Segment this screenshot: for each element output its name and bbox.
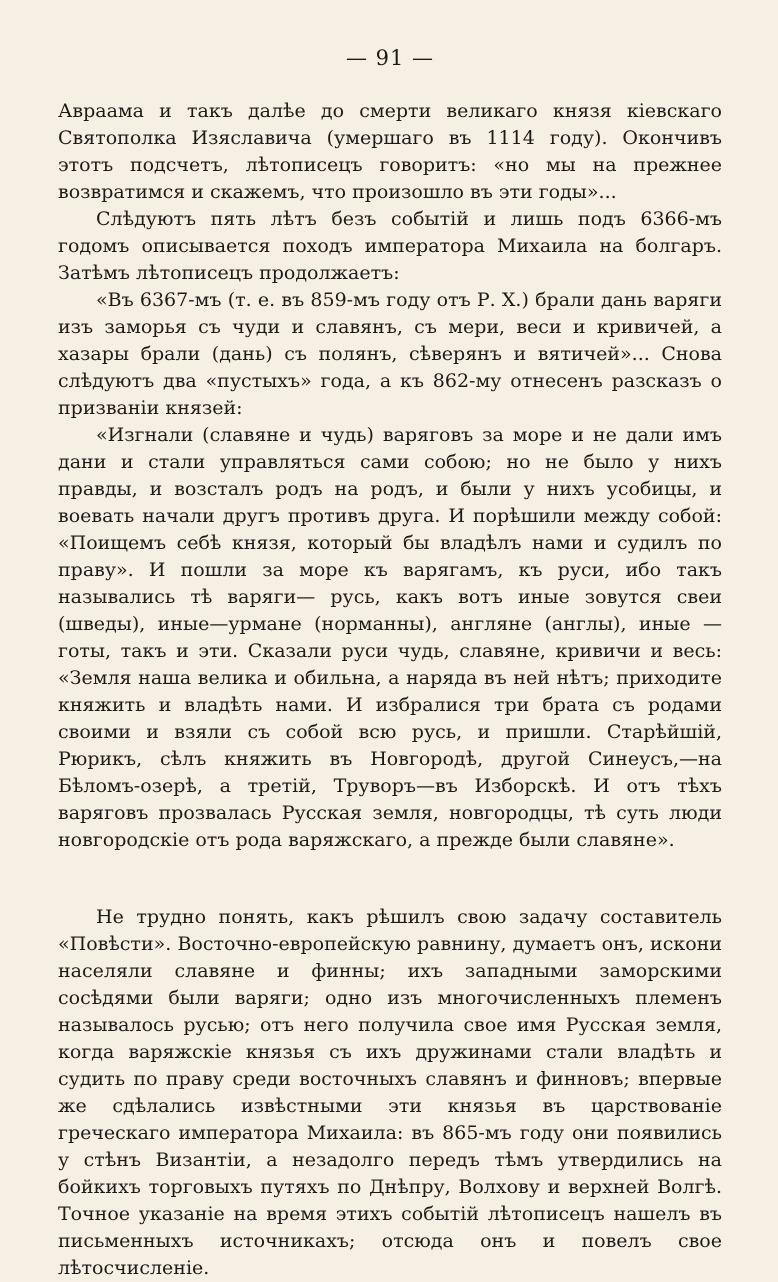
paragraph: Не трудно понять, какъ рѣшилъ свою задачу составитель «Повѣсти». Восточно-европейскую равнину, думаетъ онъ, искони населяли славяне и финны; ихъ западными заморскими сосѣдями были варяги; одно изъ многочисленныхъ племенъ называлось русью; отъ него получила свое имя Русская земля, когда варяжскіе князья съ ихъ дружинами стали владѣть и судить по праву среди восточныхъ славянъ и финновъ; впервые же сдѣлались извѣстными эти князья въ царствованіе греческаго императора Михаила: въ 865-мъ году они появились у стѣнъ Византіи, а незадолго передъ тѣмъ утвердились на бойкихъ торговыхъ путяхъ по Днѣпру, Волхову и верхней Волгѣ. Точное указаніе на время этихъ событій лѣтописецъ нашелъ въ письменныхъ источникахъ; отсюда онъ и повелъ свое лѣтосчисленіе. xyxy=(58,906,722,1279)
paragraph: Авраама и такъ далѣе до смерти великаго князя кіевскаго Святополка Изяславича (умершаго въ 1114 году). Окончивъ этотъ подсчетъ, лѣтописецъ говоритъ: «но мы на прежнее возвратимся и скажемъ, что произошло въ эти годы»... xyxy=(58,100,722,203)
page-number: — 91 — xyxy=(345,46,435,70)
paragraph: «Изгнали (славяне и чудь) варяговъ за море и не дали имъ дани и стали управляться сами собою; но не было у нихъ правды, и возсталъ родъ на родъ, и были у нихъ усобицы, и воевать начали другъ противъ друга. И порѣшили между собой: «Поищемъ себѣ князя, который бы владѣлъ нами и судилъ по праву». И пошли за море къ варягамъ, къ руси, ибо такъ назывались тѣ варяги— русь, какъ вотъ иные зовутся свеи (шведы), иные—урмане (норманны), англяне (англы), иные — готы, такъ и эти. Сказали руси чудь, славяне, кривичи и весь: «Земля наша велика и обильна, а наряда въ ней нѣтъ; приходите княжить и владѣть нами. И избралися три брата съ родами своими и взяли съ собой всю русь, и пришли. Старѣйшій, Рюрикъ, сѣлъ княжить въ Новгородѣ, другой Синеусъ,—на Бѣломъ-озерѣ, а третій, Труворъ—въ Изборскѣ. И отъ тѣхъ варяговъ прозвалась Русская земля, новгородцы, тѣ суть люди новгородскіе отъ рода варяжскаго, а прежде были славяне». xyxy=(58,424,722,851)
text-section-bottom xyxy=(58,904,722,1282)
section-gap xyxy=(58,854,722,904)
paragraph: Слѣдуютъ пять лѣтъ безъ событій и лишь подъ 6366-мъ годомъ описывается походъ императора Михаила на болгаръ. Затѣмъ лѣтописецъ продолжаетъ: xyxy=(58,208,722,284)
paragraph: «Въ 6367-мъ (т. е. въ 859-мъ году отъ Р. Х.) брали дань варяги изъ заморья съ чуди и славянъ, съ мери, веси и кривичей, а хазары брали (дань) съ полянъ, сѣверянъ и вятичей»... Снова слѣдуютъ два «пустыхъ» года, а къ 862-му отнесенъ разсказъ о призваніи князей: xyxy=(58,289,722,419)
text-section-top xyxy=(58,98,722,854)
